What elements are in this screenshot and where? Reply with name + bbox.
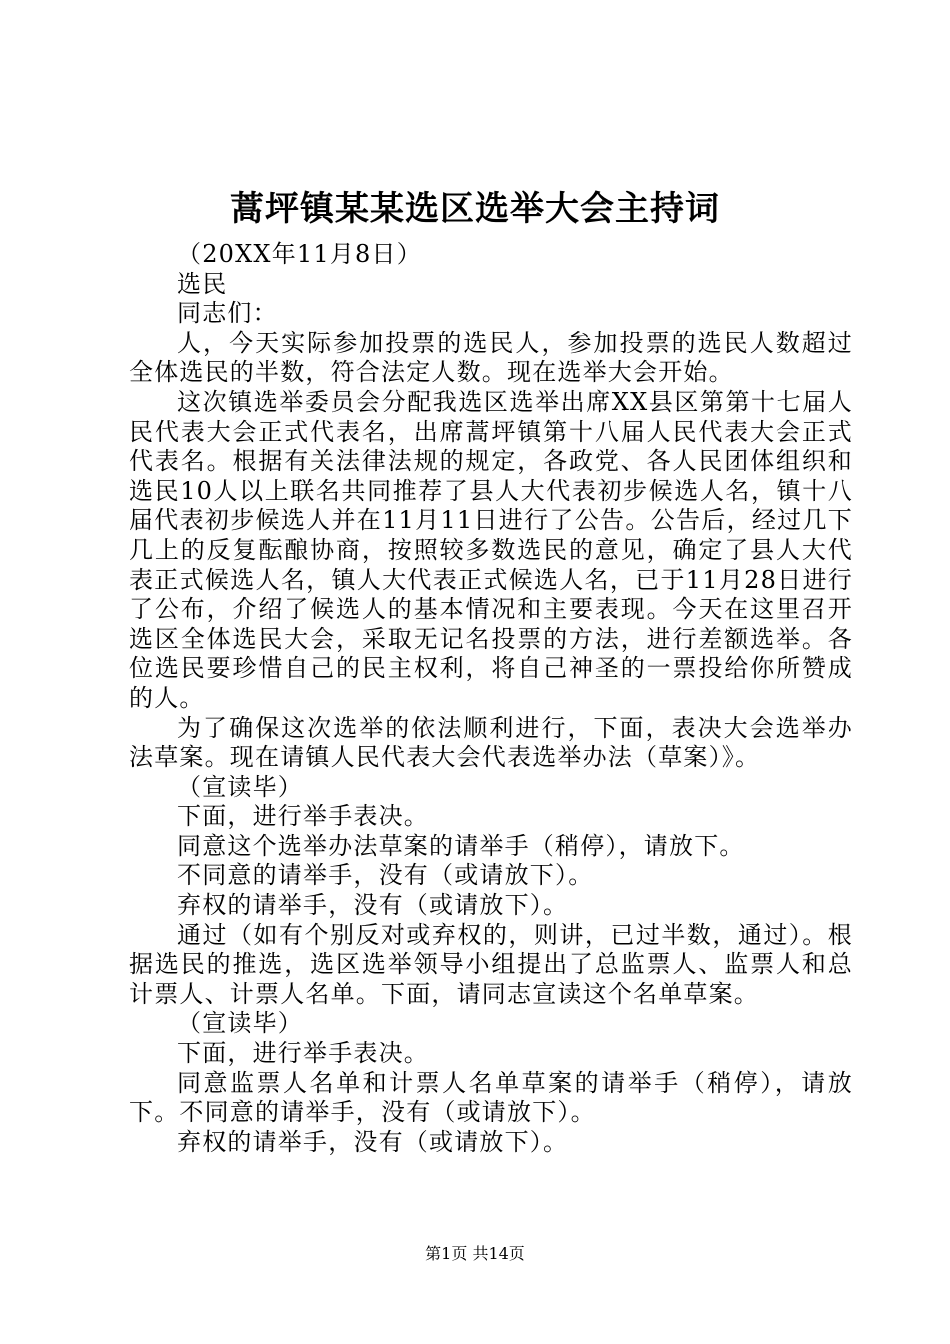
paragraph: （宣读毕） [177, 1009, 303, 1038]
paragraph: 同意这个选举办法草案的请举手（稍停），请放下。 [177, 831, 745, 860]
paragraph: 人，今天实际参加投票的选民人，参加投票的选民人数超过全体选民的半数，符合法定人数。现在选举大会开始。 [129, 328, 853, 387]
paragraph-salutation-voters: 选民 [177, 269, 228, 298]
paragraph: 这次镇选举委员会分配我选区选举出席XX县区第第十七届人民代表大会正式代表名，出席蒿坪镇第十八届人民代表大会正式代表名。根据有关法律法规的规定，各政党、各人民团体组织和选民10人以上联名共同推荐了县人大代表初步候选人名，镇十八届代表初步候选人并在11月11日进行了公告。公告后，经过几下几上的反复酝酿协商，按照较多数选民的意见，确定了县人大代表正式候选人名，镇人大代表正式候选人名，已于11月28日进行了公布，介绍了候选人的基本情况和主要表现。今天在这里召开选区全体选民大会，采取无记名投票的方法，进行差额选举。各位选民要珍惜自己的民主权利，将自己神圣的一票投给你所赞成的人。 [129, 387, 853, 712]
document-body [129, 240, 853, 1157]
paragraph: 为了确保这次选举的依法顺利进行，下面，表决大会选举办法草案。现在请镇人民代表大会代表选举办法（草案）》。 [129, 713, 853, 772]
document-title: 蒿坪镇某某选区选举大会主持词 [230, 189, 720, 229]
paragraph: 通过（如有个别反对或弃权的，则讲，已过半数，通过）。根据选民的推选，选区选举领导小组提出了总监票人、监票人和总计票人、计票人名单。下面，请同志宣读这个名单草案。 [129, 920, 853, 1008]
paragraph: 下面，进行举手表决。 [177, 802, 429, 831]
paragraph: （宣读毕） [177, 772, 303, 801]
paragraph: 弃权的请举手，没有（或请放下）。 [177, 1127, 569, 1156]
paragraph-salutation-comrades: 同志们： [177, 299, 278, 328]
paragraph: 同意监票人名单和计票人名单草案的请举手（稍停），请放下。不同意的请举手，没有（或请放下）。 [129, 1068, 853, 1127]
paragraph: 弃权的请举手，没有（或请放下）。 [177, 891, 569, 920]
paragraph: 下面，进行举手表决。 [177, 1039, 429, 1068]
page-number: 第1页 共14页 [425, 1244, 525, 1263]
paragraph-date: （20XX年11月8日） [177, 240, 422, 268]
paragraph: 不同意的请举手，没有（或请放下）。 [177, 861, 594, 890]
